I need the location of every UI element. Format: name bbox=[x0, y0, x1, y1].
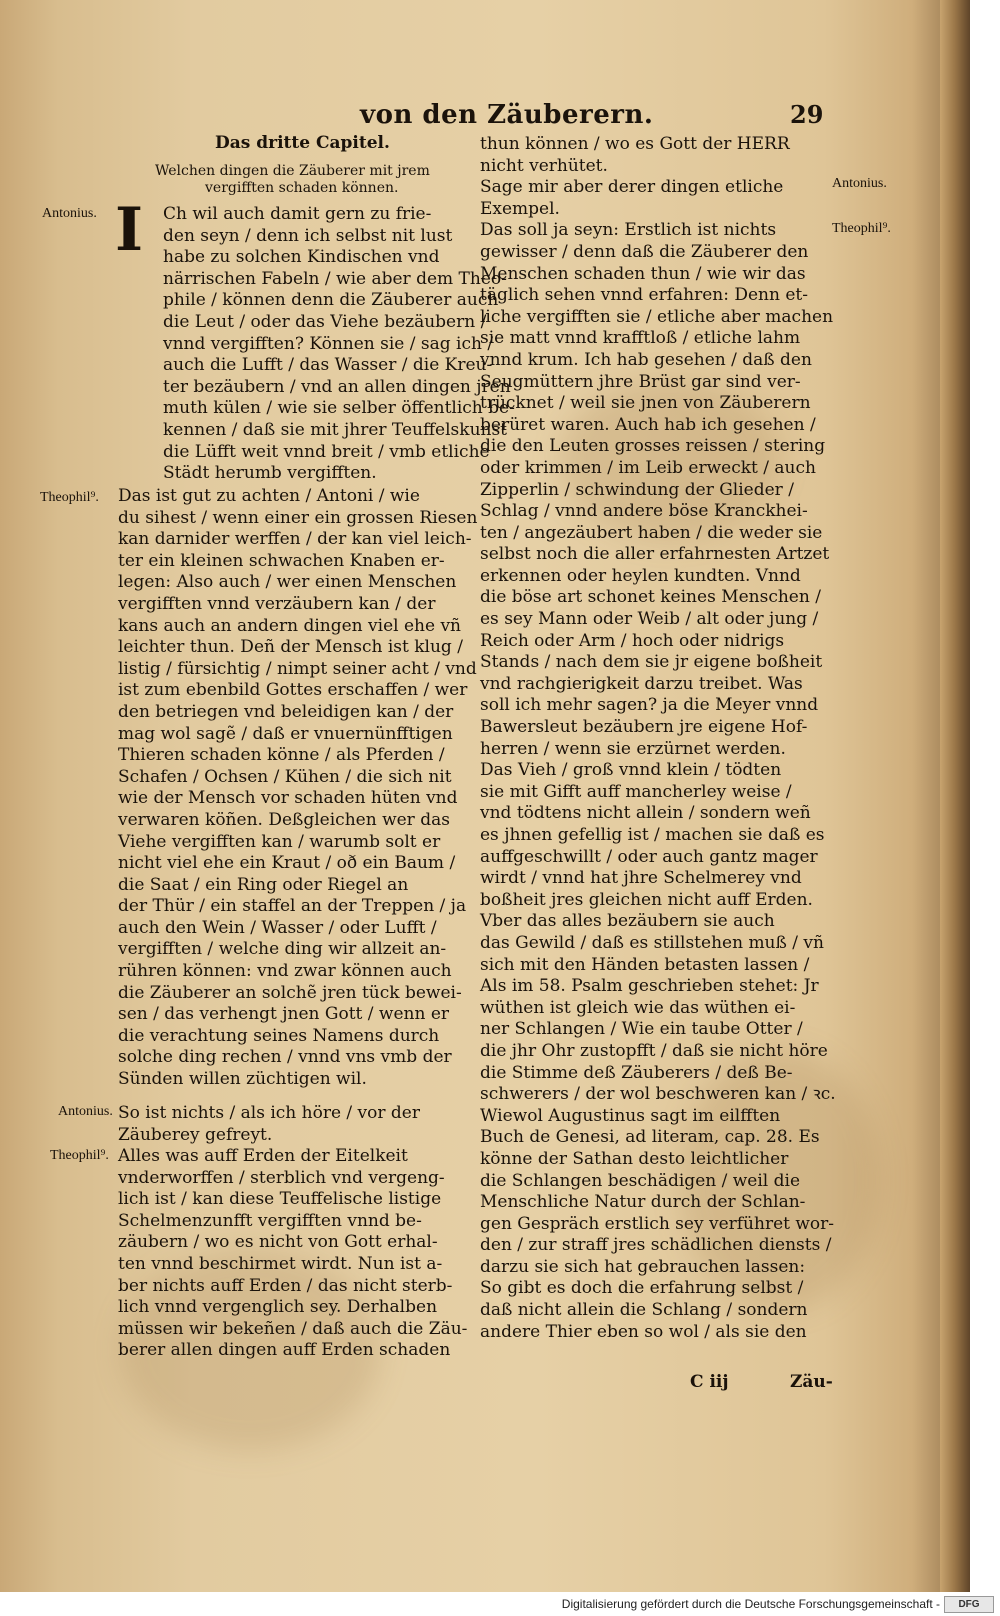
text-line: Als im 58. Psalm geschrieben stehet: Jr bbox=[480, 976, 819, 997]
text-line: ber nichts auff Erden / das nicht sterb- bbox=[118, 1275, 453, 1296]
text-line: auch die Lufft / das Wasser / die Kreu- bbox=[163, 355, 493, 376]
text-line: die Stimme deß Zäuberers / deß Be- bbox=[480, 1062, 793, 1083]
speaker-label: Theophil⁹. bbox=[40, 490, 99, 505]
page-number: 29 bbox=[790, 100, 824, 129]
text-line: ten vnnd beschirmet wirdt. Nun ist a- bbox=[118, 1253, 443, 1274]
text-line: legen: Also auch / wer einen Menschen bbox=[118, 572, 457, 593]
catchword: Zäu- bbox=[790, 1372, 833, 1392]
text-line: Schlag / vnnd andere böse Kranckhei- bbox=[480, 501, 808, 522]
text-line: nicht viel ehe ein Kraut / oð ein Baum / bbox=[118, 853, 456, 874]
text-line: Menschliche Natur durch der Schlan- bbox=[480, 1192, 806, 1213]
text-line: herren / wenn sie erzürnet werden. bbox=[480, 738, 786, 759]
text-line: habe zu solchen Kindischen vnd bbox=[163, 247, 440, 268]
text-line: Zipperlin / schwindung der Glieder / bbox=[480, 479, 794, 500]
text-line: Zäuberey gefreyt. bbox=[118, 1124, 273, 1145]
text-line: ter ein kleinen schwachen Knaben er- bbox=[118, 550, 445, 571]
text-line: wüthen ist gleich wie das wüthen ei- bbox=[480, 997, 796, 1018]
text-line: So gibt es doch die erfahrung selbst / bbox=[480, 1278, 804, 1299]
text-line: die böse art schonet keines Menschen / bbox=[480, 587, 821, 608]
text-line: leichter thun. Deñ der Mensch ist klug / bbox=[118, 637, 463, 658]
text-line: sie matt vnnd krafftloß / etliche lahm bbox=[480, 328, 801, 349]
page-edge bbox=[940, 0, 970, 1592]
text-line: den / zur straff jres schädlichen diensts / bbox=[480, 1235, 832, 1256]
text-line: listig / fürsichtig / nimpt seiner acht / vnd bbox=[118, 658, 477, 679]
text-block bbox=[118, 1146, 468, 1362]
text-line: verwaren köñen. Deßgleichen wer das bbox=[118, 809, 450, 830]
text-line: berüret waren. Auch hab ich gesehen / bbox=[480, 414, 816, 435]
text-line: thun können / wo es Gott der HERR bbox=[480, 134, 790, 154]
text-line: ter bezäubern / vnd an allen dingen jren bbox=[163, 376, 511, 397]
text-line: trücknet / weil sie jnen von Zäuberern bbox=[480, 393, 811, 414]
text-line: du sihest / wenn einer ein grossen Riesen bbox=[118, 507, 478, 528]
text-line: auch den Wein / Wasser / oder Lufft / bbox=[118, 917, 437, 938]
text-line: auffgeschwillt / oder auch gantz mager bbox=[480, 846, 818, 867]
text-line: es sey Mann oder Weib / alt oder jung / bbox=[480, 609, 819, 630]
text-block bbox=[480, 134, 836, 1343]
text-line: wirdt / vnnd hat jhre Schelmerey vnd bbox=[480, 868, 802, 889]
text-line: das Gewild / daß es stillstehen muß / vñ bbox=[480, 932, 824, 953]
text-block bbox=[118, 486, 478, 1091]
text-line: Wiewol Augustinus sagt im eilfften bbox=[480, 1105, 781, 1126]
speaker-label: Antonius. bbox=[58, 1104, 113, 1119]
text-line: kan darnider werffen / der kan viel leich- bbox=[118, 529, 472, 550]
text-line: Bawersleut bezäubern jre eigene Hof- bbox=[480, 717, 808, 738]
text-line: die jhr Ohr zustopfft / daß sie nicht höre bbox=[480, 1040, 828, 1061]
text-line: die den Leuten grosses reissen / stering bbox=[480, 436, 826, 457]
text-line: Ch wil auch damit gern zu frie- bbox=[163, 204, 432, 224]
chapter-title: Das dritte Capitel. bbox=[215, 133, 390, 153]
text-line: phile / können denn die Zäuberer auch bbox=[163, 290, 499, 311]
text-line: Das Vieh / groß vnnd klein / tödten bbox=[480, 760, 782, 781]
text-line: Stands / nach dem sie jr eigene boßheit bbox=[480, 652, 823, 673]
text-line: sich mit den Händen betasten lassen / bbox=[480, 954, 810, 975]
text-line: Schafen / Ochsen / Kühen / die sich nit bbox=[118, 766, 452, 787]
text-line: die Lüfft weit vnnd breit / vmb etliche bbox=[163, 441, 490, 462]
text-line: lich vnnd vergenglich sey. Derhalben bbox=[118, 1297, 438, 1318]
text-line: könne der Sathan desto leichtlicher bbox=[480, 1148, 789, 1169]
text-line: Schelmenzunfft vergifften vnnd be- bbox=[118, 1210, 422, 1231]
text-line: darzu sie sich hat gebrauchen lassen: bbox=[480, 1256, 806, 1277]
text-line: Sage mir aber derer dingen etliche bbox=[480, 177, 784, 198]
text-line: Alles was auff Erden der Eitelkeit bbox=[118, 1146, 408, 1166]
text-line: vnd tödtens nicht allein / sondern weñ bbox=[480, 803, 811, 824]
text-line: es jhnen gefellig ist / machen sie daß es bbox=[480, 825, 825, 845]
speaker-label: Antonius. bbox=[832, 176, 887, 191]
speaker-label: Theophil⁹. bbox=[50, 1148, 109, 1163]
text-line: daß nicht allein die Schlang / sondern bbox=[480, 1300, 808, 1321]
text-line: boßheit jres gleichen nicht auff Erden. bbox=[480, 889, 813, 910]
text-line: gen Gespräch erstlich sey verführet wor- bbox=[480, 1213, 835, 1234]
text-line: So ist nichts / als ich höre / vor der bbox=[118, 1103, 420, 1123]
text-line: die Schlangen beschädigen / weil die bbox=[480, 1170, 801, 1191]
text-line: den seyn / denn ich selbst nit lust bbox=[163, 225, 453, 246]
text-line: Viehe vergifften kan / warumb solt er bbox=[118, 831, 441, 852]
text-line: täglich sehen vnnd erfahren: Denn et- bbox=[480, 285, 808, 306]
drop-cap-initial: I bbox=[115, 195, 144, 265]
text-line: ner Schlangen / Wie ein taube Otter / bbox=[480, 1019, 803, 1040]
text-line: berer allen dingen auff Erden schaden bbox=[118, 1340, 451, 1361]
speaker-label: Theophil⁹. bbox=[832, 221, 891, 236]
text-line: Das ist gut zu achten / Antoni / wie bbox=[118, 486, 420, 506]
text-line: kennen / daß sie mit jhrer Teuffelskunst bbox=[163, 419, 508, 440]
text-line: Reich oder Arm / hoch oder nidrigs bbox=[480, 630, 785, 651]
text-line: sen / das verhengt jnen Gott / wenn er bbox=[118, 1004, 450, 1025]
text-line: die Leut / oder das Viehe bezäubern / bbox=[163, 311, 487, 332]
chapter-summary-line: Welchen dingen die Zäuberer mit jrem bbox=[155, 163, 430, 179]
text-line: gewisser / denn daß die Zäuberer den bbox=[480, 241, 809, 262]
text-line: vnnd vergifften? Können sie / sag ich / bbox=[163, 333, 494, 354]
text-line: soll ich mehr sagen? ja die Meyer vnnd bbox=[480, 695, 819, 716]
text-line: wie der Mensch vor schaden hüten vnd bbox=[118, 788, 458, 809]
text-line: Sünden willen züchtigen wil. bbox=[118, 1069, 367, 1090]
text-block bbox=[163, 204, 515, 485]
text-line: die verachtung seines Namens durch bbox=[118, 1025, 440, 1046]
text-line: der Thür / ein staffel an der Treppen / ja bbox=[118, 896, 467, 917]
text-line: Seugmüttern jhre Brüst gar sind ver- bbox=[480, 371, 801, 392]
chapter-summary-line: vergifften schaden können. bbox=[205, 180, 399, 196]
text-line: rühren können: vnd zwar können auch bbox=[118, 961, 452, 982]
text-line: selbst noch die aller erfahrnesten Artzet bbox=[480, 544, 830, 565]
text-line: vergifften vnnd verzäubern kan / der bbox=[118, 593, 436, 614]
text-line: andere Thier eben so wol / als sie den bbox=[480, 1321, 807, 1342]
text-line: vnd rachgierigkeit darzu treibet. Was bbox=[480, 673, 803, 694]
text-line: Menschen schaden thun / wie wir das bbox=[480, 263, 806, 284]
signature-mark: C iij bbox=[690, 1372, 729, 1392]
text-line: muth külen / wie sie selber öffentlich be- bbox=[163, 398, 515, 419]
text-line: Städt herumb vergifften. bbox=[163, 463, 377, 484]
text-line: närrischen Fabeln / wie aber dem Theo- bbox=[163, 268, 507, 289]
footer-credit: Digitalisierung gefördert durch die Deutsche Forschungsgemeinschaft - bbox=[561, 1597, 940, 1611]
text-line: erkennen oder heylen kundten. Vnnd bbox=[480, 565, 801, 586]
text-line: zäubern / wo es nicht von Gott erhal- bbox=[118, 1232, 438, 1253]
text-line: kans auch an andern dingen viel ehe vñ bbox=[118, 615, 461, 636]
text-line: den betriegen vnd beleidigen kan / der bbox=[118, 701, 454, 722]
text-line: solche ding rechen / vnnd vns vmb der bbox=[118, 1047, 452, 1068]
text-block bbox=[118, 1103, 456, 1146]
text-line: vergifften / welche ding wir allzeit an- bbox=[118, 939, 447, 960]
text-line: Das soll ja seyn: Erstlich ist nichts bbox=[480, 220, 777, 241]
text-line: mag wol sagẽ / daß er vnuernünfftigen bbox=[118, 723, 453, 744]
text-line: sie mit Gifft auff mancherley weise / bbox=[480, 781, 792, 802]
text-line: müssen wir bekeñen / daß auch die Zäu- bbox=[118, 1318, 468, 1339]
text-line: schwerers / der wol beschweren kan / ꝛc. bbox=[480, 1084, 836, 1105]
text-line: oder krimmen / im Leib erweckt / auch bbox=[480, 457, 816, 478]
text-line: vnnd krum. Ich hab gesehen / daß den bbox=[480, 349, 812, 370]
speaker-label: Antonius. bbox=[42, 206, 97, 221]
running-head: von den Zäuberern. bbox=[360, 100, 654, 130]
text-line: Exempel. bbox=[480, 198, 560, 219]
dfg-logo: DFG bbox=[944, 1596, 994, 1613]
text-line: Vber das alles bezäubern sie auch bbox=[480, 911, 775, 932]
text-line: ten / angezäubert haben / die weder sie bbox=[480, 522, 823, 543]
text-line: liche vergifften sie / etliche aber machen bbox=[480, 306, 834, 327]
text-line: ist zum ebenbild Gottes erschaffen / wer bbox=[118, 680, 468, 701]
text-line: lich ist / kan diese Teuffelische listige bbox=[118, 1189, 442, 1210]
text-line: vnderworffen / sterblich vnd vergeng- bbox=[118, 1167, 445, 1188]
text-line: nicht verhütet. bbox=[480, 155, 608, 176]
text-line: Buch de Genesi, ad literam, cap. 28. Es bbox=[480, 1127, 820, 1148]
text-line: die Saat / ein Ring oder Riegel an bbox=[118, 874, 409, 895]
text-line: Thieren schaden könne / als Pferden / bbox=[118, 745, 445, 766]
text-line: die Zäuberer an solchẽ jren tück bewei- bbox=[118, 982, 462, 1003]
